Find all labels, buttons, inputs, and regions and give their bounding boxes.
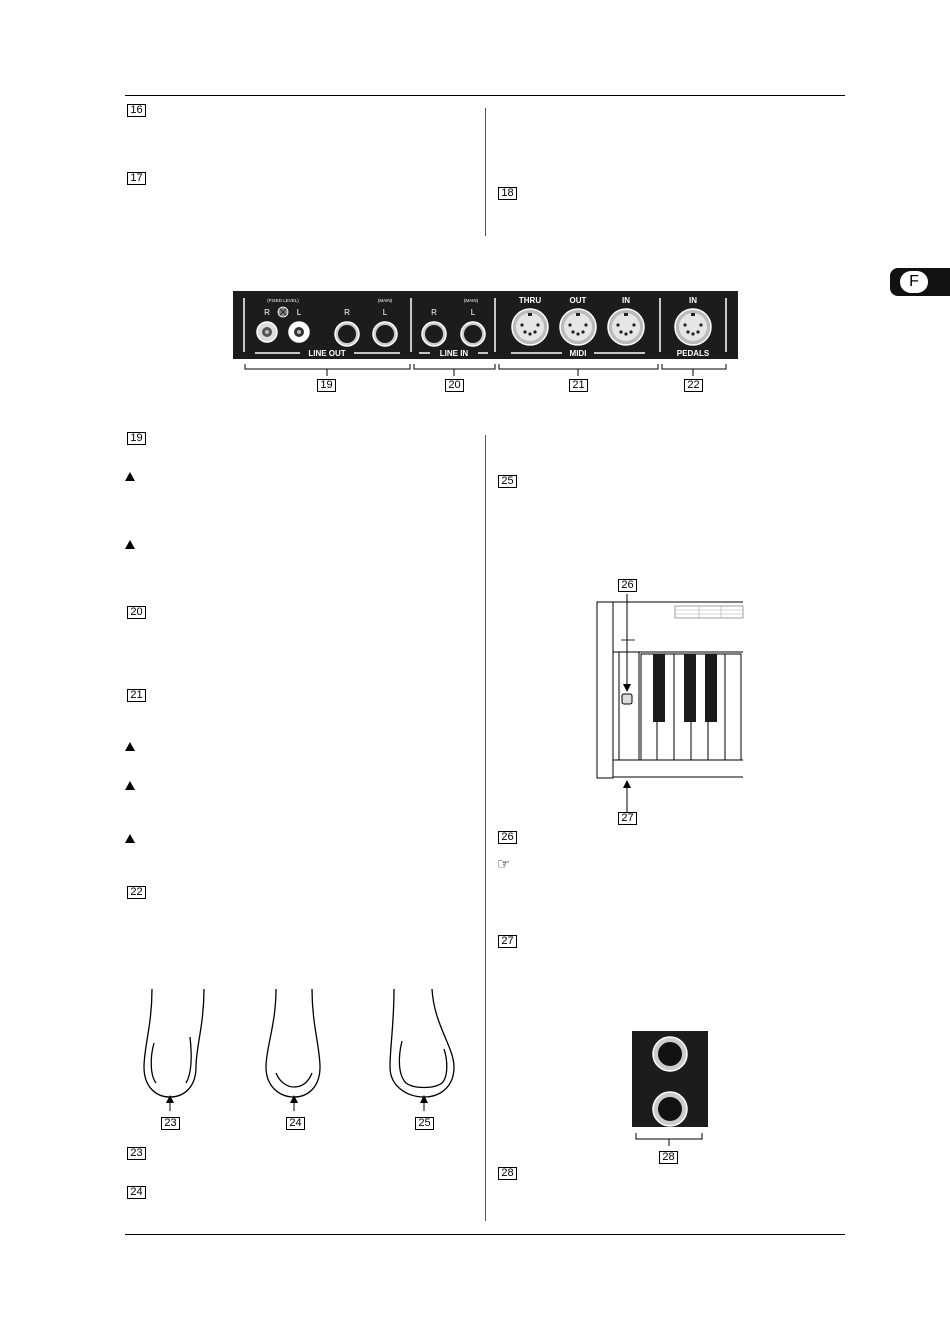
language-tab[interactable] <box>890 268 950 296</box>
pedal-right <box>390 989 454 1097</box>
callout-20-panel: 20 <box>445 379 464 392</box>
callout-19-panel: 19 <box>317 379 336 392</box>
side-button[interactable] <box>622 694 632 704</box>
callout-25-pedal: 25 <box>415 1117 434 1130</box>
callout-18: 18 <box>498 187 517 200</box>
callout-25: 25 <box>498 475 517 488</box>
keyboard-diagram <box>595 594 745 814</box>
fixed-level-label: (FIXED LEVEL) <box>267 298 299 303</box>
callout-23-pedal: 23 <box>161 1117 180 1130</box>
line-out-r-main-label: R <box>344 308 350 317</box>
line-out-l-main-label: L <box>382 308 388 317</box>
bullet-triangle-1 <box>125 472 135 481</box>
rca-jack-l[interactable] <box>289 322 309 342</box>
line-in-main-label: (MAIN) <box>463 298 479 303</box>
callout-24: 24 <box>127 1186 146 1199</box>
callout-27-diagram: 27 <box>618 812 637 825</box>
bullet-triangle-2 <box>125 540 135 549</box>
line-out-main-label: (MAIN) <box>377 298 393 303</box>
pedal-left <box>144 989 204 1097</box>
footer-rule <box>125 1234 845 1235</box>
callout-27: 27 <box>498 935 517 948</box>
bullet-triangle-3 <box>125 742 135 751</box>
pedals-in-port[interactable] <box>675 309 711 345</box>
midi-in-label: IN <box>622 296 630 305</box>
rca-jack-r[interactable] <box>257 322 277 342</box>
headphone-jack-1[interactable] <box>653 1037 687 1071</box>
line-out-jack-r[interactable] <box>335 322 359 346</box>
pedal-middle <box>266 989 320 1097</box>
callout-22-panel: 22 <box>684 379 703 392</box>
pedals-label: PEDALS <box>676 349 710 358</box>
callout-24-pedal: 24 <box>286 1117 305 1130</box>
bullet-triangle-5 <box>125 834 135 843</box>
pedals-diagram <box>130 985 470 1115</box>
callout-20: 20 <box>127 606 146 619</box>
line-in-r-label: R <box>431 308 437 317</box>
callout-19: 19 <box>127 432 146 445</box>
callout-21-panel: 21 <box>569 379 588 392</box>
pedals-in-label: IN <box>689 296 697 305</box>
line-out-jack-l[interactable] <box>373 322 397 346</box>
callout-23: 23 <box>127 1147 146 1160</box>
line-out-label: LINE OUT <box>308 349 346 358</box>
line-in-jack-r[interactable] <box>422 322 446 346</box>
headphone-jacks-diagram <box>630 1030 710 1150</box>
callout-28: 28 <box>498 1167 517 1180</box>
callout-17: 17 <box>127 172 146 185</box>
header-rule <box>125 95 845 96</box>
rear-panel-diagram <box>230 288 742 396</box>
line-in-jack-l[interactable] <box>461 322 485 346</box>
midi-out-label: OUT <box>569 296 587 305</box>
callout-21: 21 <box>127 689 146 702</box>
line-out-l-fixed-label: L <box>296 308 302 317</box>
headphone-jack-2[interactable] <box>653 1092 687 1126</box>
midi-out-port[interactable] <box>560 309 596 345</box>
callout-26: 26 <box>498 831 517 844</box>
bullet-triangle-4 <box>125 781 135 790</box>
line-out-r-fixed-label: R <box>264 308 270 317</box>
line-in-l-label: L <box>470 308 476 317</box>
callout-22: 22 <box>127 886 146 899</box>
midi-in-port[interactable] <box>608 309 644 345</box>
note-hand-icon: ☞ <box>497 855 511 873</box>
line-in-label: LINE IN <box>439 349 469 358</box>
callout-26-diagram: 26 <box>618 579 637 592</box>
midi-thru-label: THRU <box>518 296 542 305</box>
midi-thru-port[interactable] <box>512 309 548 345</box>
midi-label: MIDI <box>569 349 587 358</box>
callout-16: 16 <box>127 104 146 117</box>
language-tab-label: F <box>900 271 928 293</box>
column-divider-bottom <box>485 435 486 1221</box>
callout-28-diagram: 28 <box>659 1151 678 1164</box>
column-divider-top <box>485 108 486 236</box>
